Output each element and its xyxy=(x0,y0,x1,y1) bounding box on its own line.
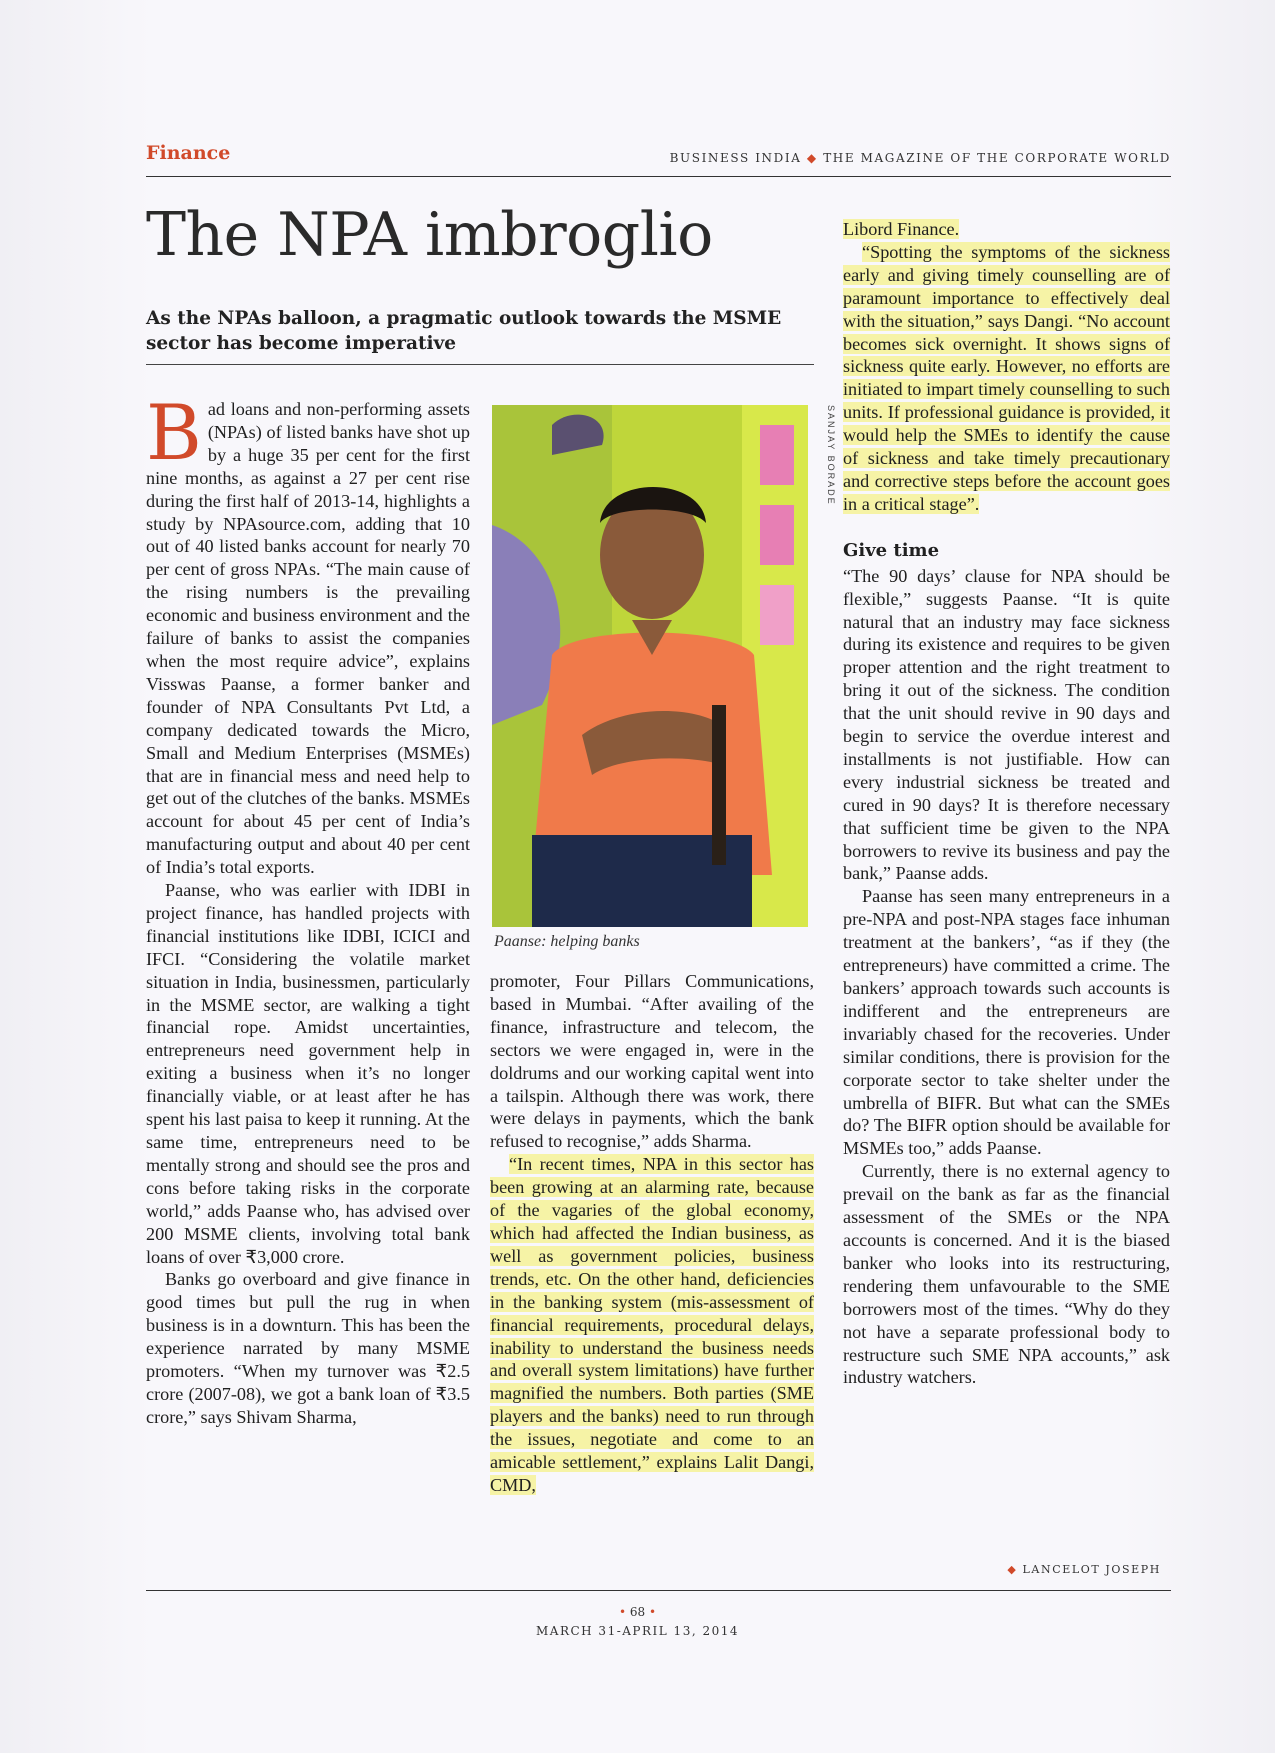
byline-bullet-icon: ◆ xyxy=(1007,1563,1018,1576)
page-folio xyxy=(0,1605,1275,1619)
paragraph: Paanse, who was earlier with IDBI in project finance, has handled projects with financial institutions like IDBI, ICICI and IFCI. “Considering the volatile market situation in India, businessmen, particularly in the MSME sector, are walking a tight financial rope. Amidst uncertainties, entrepreneurs need government help in exiting a business when it’s no longer financially viable, or at least after he has spent his last paisa to keep it running. At the same time, entrepreneurs need to be mentally strong and should see the pros and cons before taking risks in the corporate world,” adds Paanse who, has advised over 200 MSME clients, involving total bank loans of over ₹3,000 crore. xyxy=(146,880,470,1267)
paragraph: Bad loans and non-performing assets (NPAs) of listed banks have shot up by a huge 35 per cent for the first nine months, as against a 27 per cent rise during the first half of 2013-14, highlights a study by NPAsource.com, adding that 10 out of 40 listed banks account for nearly 70 per cent of gross NPAs. “The main cause of the rising numbers is the prevailing economic and business environment and the failure of banks to assist the companies when the most require advice”, explains Visswas Paanse, a former banker and founder of NPA Consultants Pvt Ltd, a company dedicated towards the Micro, Small and Medium Enterprises (MSMEs) that are in financial mess and need help to get out of the clutches of the banks. MSMEs account for about 45 per cent of India’s manufacturing output and about 40 per cent of India’s total exports. xyxy=(146,388,470,878)
folio-bullet-icon: • xyxy=(648,1605,657,1619)
page-number: 68 xyxy=(629,1605,646,1619)
footer-rule xyxy=(146,1590,1171,1591)
subheading: Give time xyxy=(843,539,940,561)
masthead xyxy=(670,151,1171,165)
paragraph: Currently, there is no external agency to prevail on the bank as far as the financial assessment of the SMEs or the NPA accounts is concerned. And it is the biased banker who looks into its restructuring, rendering them unfavourable to the SME borrowers most of the times. “Why do they not have a separate professional body to restructure such SME NPA accounts,” ask industry watchers. xyxy=(843,1161,1170,1388)
portrait-illustration xyxy=(492,405,808,927)
column-1 xyxy=(146,388,470,1429)
paragraph: Libord Finance. xyxy=(843,219,960,239)
publication-tagline: THE MAGAZINE OF THE CORPORATE WORLD xyxy=(823,151,1171,165)
paragraph: Paanse has seen many entrepreneurs in a pre-NPA and post-NPA stages face inhuman treatment at the bankers’, “as if they (the entrepreneurs) have committed a crime. The bankers’ approach towards such accounts is indifferent and the entrepreneurs are invariably chased for the recoveries. Under similar conditions, there is provision for the corporate sector to take shelter under the umbrella of BIFR. But what can the SMEs do? The BIFR option should be available for MSMEs too,” adds Paanse. xyxy=(843,886,1170,1159)
column-3 xyxy=(843,218,1170,1389)
article-headline: The NPA imbroglio xyxy=(146,200,713,270)
drop-cap: B xyxy=(146,388,202,477)
highlighted-paragraph: “In recent times, NPA in this sector has been growing at an alarming rate, because of the vagaries of the global economy, which had affected the Indian business, as well as government policies, business trends, etc. On the other hand, deficiencies in the banking system (mis-assessment of financial requirements, procedural delays, inability to understand the business needs and overall system limitations) have further magnified the numbers. Both parties (SME players and the banks) need to run through the issues, negotiate and come to an amicable settlement,” explains Lalit Dangi, CMD, xyxy=(490,1154,814,1495)
section-label: Finance xyxy=(146,142,231,164)
header-rule xyxy=(146,176,1171,177)
paragraph: “The 90 days’ clause for NPA should be flexible,” suggests Paanse. “It is quite natural that an industry may face sickness during its existence and requires to be given proper attention and the right treatment to bring it out of the sickness. The condition that the unit should revive in 90 days and begin to service the overdue interest and installments is not justifiable. How can every industrial sickness be treated and cured in 90 days? It is therefore necessary that sufficient time be given to the NPA borrowers to revive its business and pay the bank,” Paanse adds. xyxy=(843,565,1170,884)
issue-date: MARCH 31-APRIL 13, 2014 xyxy=(535,1624,739,1638)
separator-bullet-icon: ◆ xyxy=(806,151,818,165)
column-2 xyxy=(490,970,814,1497)
publication-name: BUSINESS INDIA xyxy=(669,151,802,165)
author-name: LANCELOT JOSEPH xyxy=(1022,1563,1161,1576)
photo-credit: SANJAY BORADE xyxy=(826,405,836,506)
article-deck: As the NPAs balloon, a pragmatic outlook towards the MSME sector has become imperative xyxy=(146,308,782,354)
highlighted-paragraph: “Spotting the symptoms of the sickness early and giving timely counselling are of paramount importance to effectively deal with the situation,” says Dangi. “No account becomes sick overnight. It shows signs of sickness quite early. However, no efforts are initiated to impart timely counselling to such units. If professional guidance is provided, it would help the SMEs to identify the cause of sickness and take timely precautionary and corrective steps before the account goes in a critical stage”. xyxy=(843,241,1170,514)
folio-bullet-icon: • xyxy=(618,1605,627,1619)
photo-caption: Paanse: helping banks xyxy=(494,933,640,950)
portrait-photo xyxy=(492,405,808,927)
deck-rule xyxy=(146,364,814,365)
byline xyxy=(1007,1563,1161,1576)
paragraph: promoter, Four Pillars Communications, based in Mumbai. “After availing of the finance, infrastructure and telecom, the sectors we were engaged in, were in the doldrums and our working capital went into a tailspin. Although there was work, there were delays in payments, which the bank refused to recognise,” adds Sharma. xyxy=(490,971,814,1152)
paragraph: Banks go overboard and give finance in good times but pull the rug in when business is in a downturn. This has been the experience narrated by many MSME promoters. “When my turnover was ₹2.5 crore (2007-08), we got a bank loan of ₹3.5 crore,” says Shivam Sharma, xyxy=(146,1269,470,1427)
